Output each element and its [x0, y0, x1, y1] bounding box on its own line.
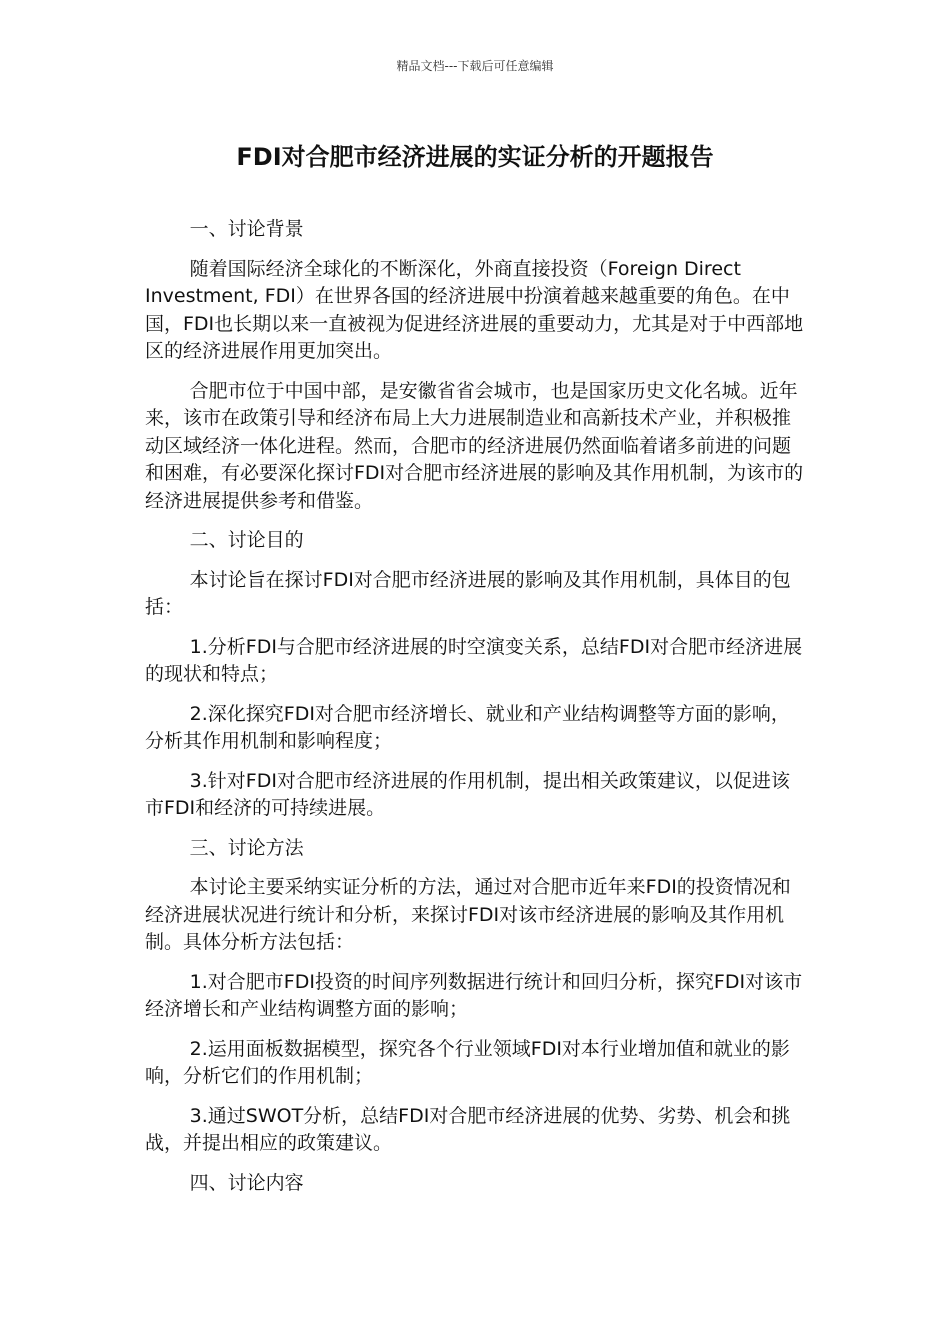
paragraph-background-1: 随着国际经济全球化的不断深化，外商直接投资（Foreign Direct Investment, FDI）在世界各国的经济进展中扮演着越来越重要的角色。在中国，FDI也长期以来一直被视为促进经济进展的重要动力，尤其是对于中西部地区的经济进展作用更加突出。	[145, 257, 804, 362]
list-item-method-2: 2.运用面板数据模型，探究各个行业领域FDI对本行业增加值和就业的影响，分析它们的作用机制；	[145, 1037, 790, 1087]
list-item-method-1: 1.对合肥市FDI投资的时间序列数据进行统计和回归分析，探究FDI对该市经济增长和产业结构调整方面的影响；	[145, 970, 803, 1020]
header-note: 精品文档---下载后可任意编辑	[396, 59, 554, 73]
list-item-purpose-3: 3.针对FDI对合肥市经济进展的作用机制，提出相关政策建议，以促进该市FDI和经济的可持续进展。	[145, 769, 790, 819]
section-heading-method: 三、讨论方法	[189, 836, 304, 859]
document-body	[145, 216, 805, 1209]
document-title: FDI对合肥市经济进展的实证分析的开题报告	[236, 143, 714, 171]
section-heading-purpose: 二、讨论目的	[189, 529, 304, 551]
list-item-purpose-1: 1.分析FDI与合肥市经济进展的时空演变关系，总结FDI对合肥市经济进展的现状和特点；	[145, 635, 803, 685]
list-item-method-3: 3.通过SWOT分析，总结FDI对合肥市经济进展的优势、劣势、机会和挑战，并提出相应的政策建议。	[145, 1104, 791, 1154]
paragraph-background-2: 合肥市位于中国中部，是安徽省省会城市，也是国家历史文化名城。近年来，该市在政策引导和经济布局上大力进展制造业和高新技术产业，并积极推动区域经济一体化进程。然而，合肥市的经济进展仍然面临着诸多前进的问题和困难，有必要深化探讨FDI对合肥市经济进展的影响及其作用机制，为该市的经济进展提供参考和借鉴。	[145, 379, 804, 512]
paragraph-method-intro: 本讨论主要采纳实证分析的方法，通过对合肥市近年来FDI的投资情况和经济进展状况进行统计和分析，来探讨FDI对该市经济进展的影响及其作用机制。具体分析方法包括：	[145, 876, 791, 953]
paragraph-purpose-intro: 本讨论旨在探讨FDI对合肥市经济进展的影响及其作用机制，具体目的包括：	[145, 568, 791, 618]
section-heading-content: 四、讨论内容	[189, 1171, 304, 1194]
section-heading-background: 一、讨论背景	[189, 218, 304, 240]
list-item-purpose-2: 2.深化探究FDI对合肥市经济增长、就业和产业结构调整等方面的影响，分析其作用机制和影响程度；	[145, 702, 790, 752]
